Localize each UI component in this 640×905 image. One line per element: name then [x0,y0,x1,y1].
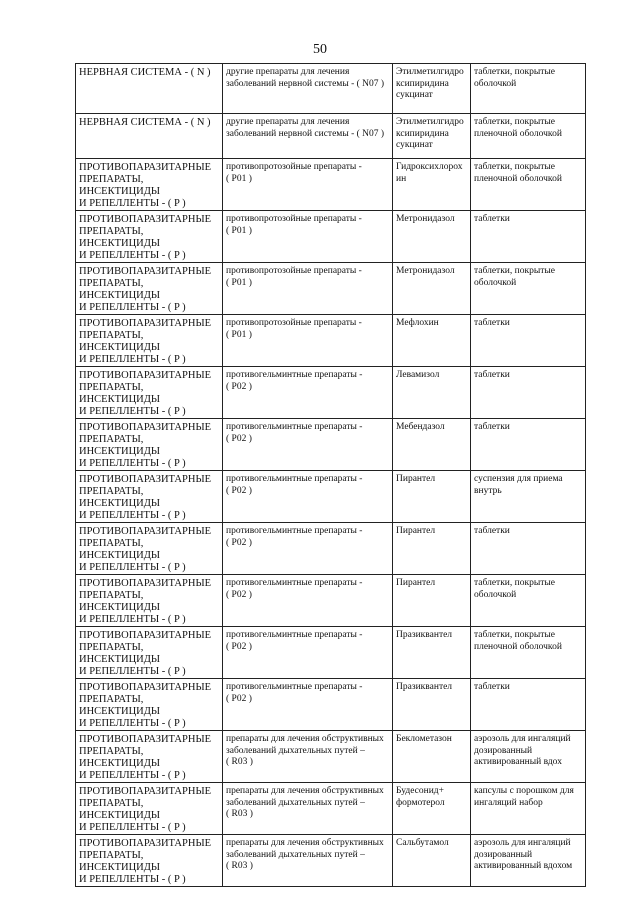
substance-cell: Беклометазон [393,731,471,783]
pharmacological-subgroup-cell: противогельминтные препараты - ( P02 ) [223,627,393,679]
table-row [76,64,586,114]
anatomical-group-cell: НЕРВНАЯ СИСТЕМА - ( N ) [76,64,223,114]
anatomical-group-cell: ПРОТИВОПАРАЗИТАРНЫЕ ПРЕПАРАТЫ, ИНСЕКТИЦИДЫ И РЕПЕЛЛЕНТЫ - ( P ) [76,523,223,575]
substance-cell: Пирантел [393,471,471,523]
anatomical-group-cell: ПРОТИВОПАРАЗИТАРНЫЕ ПРЕПАРАТЫ, ИНСЕКТИЦИДЫ И РЕПЕЛЛЕНТЫ - ( P ) [76,835,223,887]
dosage-form-cell: таблетки, покрытые пленочной оболочкой [471,114,586,159]
anatomical-group-cell: ПРОТИВОПАРАЗИТАРНЫЕ ПРЕПАРАТЫ, ИНСЕКТИЦИДЫ И РЕПЕЛЛЕНТЫ - ( P ) [76,159,223,211]
table-row [76,835,586,887]
substance-cell: Метронидазол [393,211,471,263]
anatomical-group-cell: ПРОТИВОПАРАЗИТАРНЫЕ ПРЕПАРАТЫ, ИНСЕКТИЦИДЫ И РЕПЕЛЛЕНТЫ - ( P ) [76,679,223,731]
pharmacological-subgroup-cell: другие препараты для лечения заболеваний нервной системы - ( N07 ) [223,114,393,159]
substance-cell: Пирантел [393,523,471,575]
substance-cell: Метронидазол [393,263,471,315]
substance-cell: Левамизол [393,367,471,419]
anatomical-group-cell: ПРОТИВОПАРАЗИТАРНЫЕ ПРЕПАРАТЫ, ИНСЕКТИЦИДЫ И РЕПЕЛЛЕНТЫ - ( P ) [76,211,223,263]
substance-cell: Будесонид+ формотерол [393,783,471,835]
drug-table [75,63,586,887]
table-row [76,575,586,627]
table-row [76,783,586,835]
table-row [76,211,586,263]
pharmacological-subgroup-cell: противогельминтные препараты - ( P02 ) [223,471,393,523]
table-row [76,419,586,471]
dosage-form-cell: таблетки [471,679,586,731]
substance-cell: Сальбутамол [393,835,471,887]
pharmacological-subgroup-cell: противогельминтные препараты - ( P02 ) [223,679,393,731]
pharmacological-subgroup-cell: препараты для лечения обструктивных заболеваний дыхательных путей – ( R03 ) [223,731,393,783]
dosage-form-cell: таблетки [471,523,586,575]
table-row [76,315,586,367]
anatomical-group-cell: ПРОТИВОПАРАЗИТАРНЫЕ ПРЕПАРАТЫ, ИНСЕКТИЦИДЫ И РЕПЕЛЛЕНТЫ - ( P ) [76,783,223,835]
table-row [76,114,586,159]
page-number: 50 [313,42,327,57]
anatomical-group-cell: ПРОТИВОПАРАЗИТАРНЫЕ ПРЕПАРАТЫ, ИНСЕКТИЦИДЫ И РЕПЕЛЛЕНТЫ - ( P ) [76,471,223,523]
dosage-form-cell: суспензия для приема внутрь [471,471,586,523]
dosage-form-cell: аэрозоль для ингаляций дозированный активированный вдохом [471,835,586,887]
table-row [76,367,586,419]
dosage-form-cell: таблетки, покрытые оболочкой [471,575,586,627]
substance-cell: Гидроксихлорох ин [393,159,471,211]
dosage-form-cell: таблетки [471,367,586,419]
pharmacological-subgroup-cell: противопротозойные препараты - ( P01 ) [223,315,393,367]
table-row [76,627,586,679]
dosage-form-cell: таблетки, покрытые пленочной оболочкой [471,159,586,211]
substance-cell: Празиквантел [393,679,471,731]
anatomical-group-cell: ПРОТИВОПАРАЗИТАРНЫЕ ПРЕПАРАТЫ, ИНСЕКТИЦИДЫ И РЕПЕЛЛЕНТЫ - ( P ) [76,367,223,419]
table-row [76,263,586,315]
table-row [76,159,586,211]
substance-cell: Мефлохин [393,315,471,367]
anatomical-group-cell: ПРОТИВОПАРАЗИТАРНЫЕ ПРЕПАРАТЫ, ИНСЕКТИЦИДЫ И РЕПЕЛЛЕНТЫ - ( P ) [76,263,223,315]
substance-cell: Празиквантел [393,627,471,679]
dosage-form-cell: аэрозоль для ингаляций дозированный активированный вдох [471,731,586,783]
anatomical-group-cell: НЕРВНАЯ СИСТЕМА - ( N ) [76,114,223,159]
pharmacological-subgroup-cell: противопротозойные препараты - ( P01 ) [223,263,393,315]
anatomical-group-cell: ПРОТИВОПАРАЗИТАРНЫЕ ПРЕПАРАТЫ, ИНСЕКТИЦИДЫ И РЕПЕЛЛЕНТЫ - ( P ) [76,315,223,367]
table-row [76,471,586,523]
table-row [76,731,586,783]
dosage-form-cell: таблетки [471,419,586,471]
anatomical-group-cell: ПРОТИВОПАРАЗИТАРНЫЕ ПРЕПАРАТЫ, ИНСЕКТИЦИДЫ И РЕПЕЛЛЕНТЫ - ( P ) [76,627,223,679]
pharmacological-subgroup-cell: противогельминтные препараты - ( P02 ) [223,419,393,471]
pharmacological-subgroup-cell: противогельминтные препараты - ( P02 ) [223,575,393,627]
dosage-form-cell: таблетки, покрытые оболочкой [471,263,586,315]
dosage-form-cell: таблетки, покрытые пленочной оболочкой [471,627,586,679]
substance-cell: Пирантел [393,575,471,627]
pharmacological-subgroup-cell: противопротозойные препараты - ( P01 ) [223,211,393,263]
anatomical-group-cell: ПРОТИВОПАРАЗИТАРНЫЕ ПРЕПАРАТЫ, ИНСЕКТИЦИДЫ И РЕПЕЛЛЕНТЫ - ( P ) [76,419,223,471]
table-row [76,523,586,575]
anatomical-group-cell: ПРОТИВОПАРАЗИТАРНЫЕ ПРЕПАРАТЫ, ИНСЕКТИЦИДЫ И РЕПЕЛЛЕНТЫ - ( P ) [76,731,223,783]
substance-cell: Этилметилгидро ксипиридина сукцинат [393,114,471,159]
dosage-form-cell: капсулы с порошком для ингаляций набор [471,783,586,835]
substance-cell: Этилметилгидро ксипиридина сукцинат [393,64,471,114]
dosage-form-cell: таблетки [471,315,586,367]
pharmacological-subgroup-cell: другие препараты для лечения заболеваний нервной системы - ( N07 ) [223,64,393,114]
substance-cell: Мебендазол [393,419,471,471]
dosage-form-cell: таблетки [471,211,586,263]
pharmacological-subgroup-cell: противогельминтные препараты - ( P02 ) [223,523,393,575]
pharmacological-subgroup-cell: препараты для лечения обструктивных заболеваний дыхательных путей – ( R03 ) [223,783,393,835]
pharmacological-subgroup-cell: препараты для лечения обструктивных заболеваний дыхательных путей – ( R03 ) [223,835,393,887]
anatomical-group-cell: ПРОТИВОПАРАЗИТАРНЫЕ ПРЕПАРАТЫ, ИНСЕКТИЦИДЫ И РЕПЕЛЛЕНТЫ - ( P ) [76,575,223,627]
dosage-form-cell: таблетки, покрытые оболочкой [471,64,586,114]
table-row [76,679,586,731]
pharmacological-subgroup-cell: противогельминтные препараты - ( P02 ) [223,367,393,419]
pharmacological-subgroup-cell: противопротозойные препараты - ( P01 ) [223,159,393,211]
